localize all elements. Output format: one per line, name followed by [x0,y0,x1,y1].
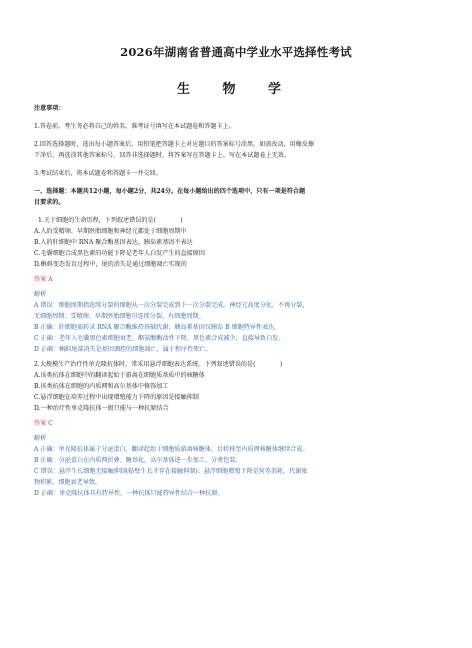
analysis-line: C 正确：老年人毛囊黑色素细胞衰老，酪氨酸酶活性下降，黑色素合成减少，直接导致白发。 [34,335,285,342]
analysis-line: B 正确：分泌蛋白在内质网折叠、糖基化，高尔基体进一步加工、分类包装。 [34,457,242,464]
question-2-analysis-label: 解析 [34,435,47,442]
section-heading: 一、选择题：本题共12小题，每小题2分，共24分。在每小题给出的四个选项中，只有一项是符合题 [34,188,306,195]
exam-title: 2026年湖南省普通高中学业水平选择性考试 [120,45,352,59]
question-1-option-b: B.人的肝细胞中 RNA 聚合酶基因表达，胰岛素基因不表达 [34,239,193,246]
answer-value: C [48,420,53,427]
notice-item: 1.答卷前，考生务必将自己的姓名、准考证号填写在本试题卷和答题卡上。 [34,123,235,130]
analysis-line: D 正确：蝌蚪尾部消失是基因调控的细胞凋亡，属于程序性死亡。 [34,346,212,353]
answer-label: 答案 [34,420,47,427]
answer-label: 答案 [34,276,47,283]
question-1-answer [34,274,444,285]
notice-item: 干净后，再选涂其他答案标号。回答非选择题时，将答案写在答题卡上。写在本试题卷上无效。 [34,152,290,159]
question-2-option-d: D.一种治疗性单克隆抗体一般只能与一种抗原结合 [34,405,169,412]
notice-item: 3.考试结束后，将本试题卷和答题卡一并交回。 [34,170,162,177]
analysis-line: D 正确：单克隆抗体具有特异性，一种抗体只能特异性结合一种抗原。 [34,490,224,497]
section-heading-cont: 目要求的。 [34,199,65,206]
analysis-line: A 正确：单克隆抗体属于分泌蛋白，翻译起始于细胞质游离核糖体，后转移至内质网核糖体继续合成。 [34,446,309,453]
answer-value: A [48,276,53,283]
analysis-line: 无细胞周期；受精卵、早期胚胎细胞可连续分裂，有细胞周期。 [34,313,205,320]
analysis-line: C 错误：悬浮生长细胞无接触抑制(贴壁生长才存在接触抑制)；悬浮细胞增殖下降是营养消耗、代谢废 [34,468,308,475]
question-1-option-c: C.毛囊细胞合成黑色素的功能下降是老年人白发产生的直接原因 [34,250,205,257]
analysis-line: 物积累、细胞衰老导致。 [34,479,102,486]
question-1-option-a: A.人的受精卵、早期胚胎细胞和神经元都处于细胞周期中 [34,228,187,235]
analysis-line: B 正确：肝细胞需转录 RNA 聚合酶维持基础代谢；胰岛素基因仅胰岛 B 细胞特异性表达。 [34,324,281,331]
question-1-option-d: D.蝌蚪变态发育过程中，尾的消失是通过细胞凋亡实现的 [34,261,187,268]
question-1-analysis-label: 解析 [34,291,47,298]
notice-item: 2.回答选择题时，选出每小题答案后，用铅笔把答题卡上对应题目的答案标号涂黑。如需改动，用橡皮擦 [34,141,315,148]
question-2-stem: 2.大规模生产治疗性单克隆抗体时，常采用悬浮细胞表达系统。下列叙述错误的是( ) [34,361,283,368]
notice-heading: 注意事项： [34,105,65,112]
question-2-answer [34,418,444,429]
question-2-option-a: A.该类抗体在细胞中的翻译起始于游离在细胞质基质中的核糖体 [34,372,205,379]
subject-title: 生 物 学 [176,82,296,97]
question-1-stem: 1.关于细胞的生命历程，下列叙述错误的是( ) [38,217,183,224]
analysis-line: A 错误：细胞周期指连续分裂的细胞从一次分裂完成到下一次分裂完成。神经元高度分化，不再分裂， [34,302,309,309]
question-2-option-c: C.悬浮细胞在培养过程中出现增殖能力下降的原因是接触抑制 [34,394,199,401]
exam-content [34,103,444,499]
question-2-option-b: B.该类抗体在细胞的内质网和高尔基体中修饰加工 [34,383,169,390]
